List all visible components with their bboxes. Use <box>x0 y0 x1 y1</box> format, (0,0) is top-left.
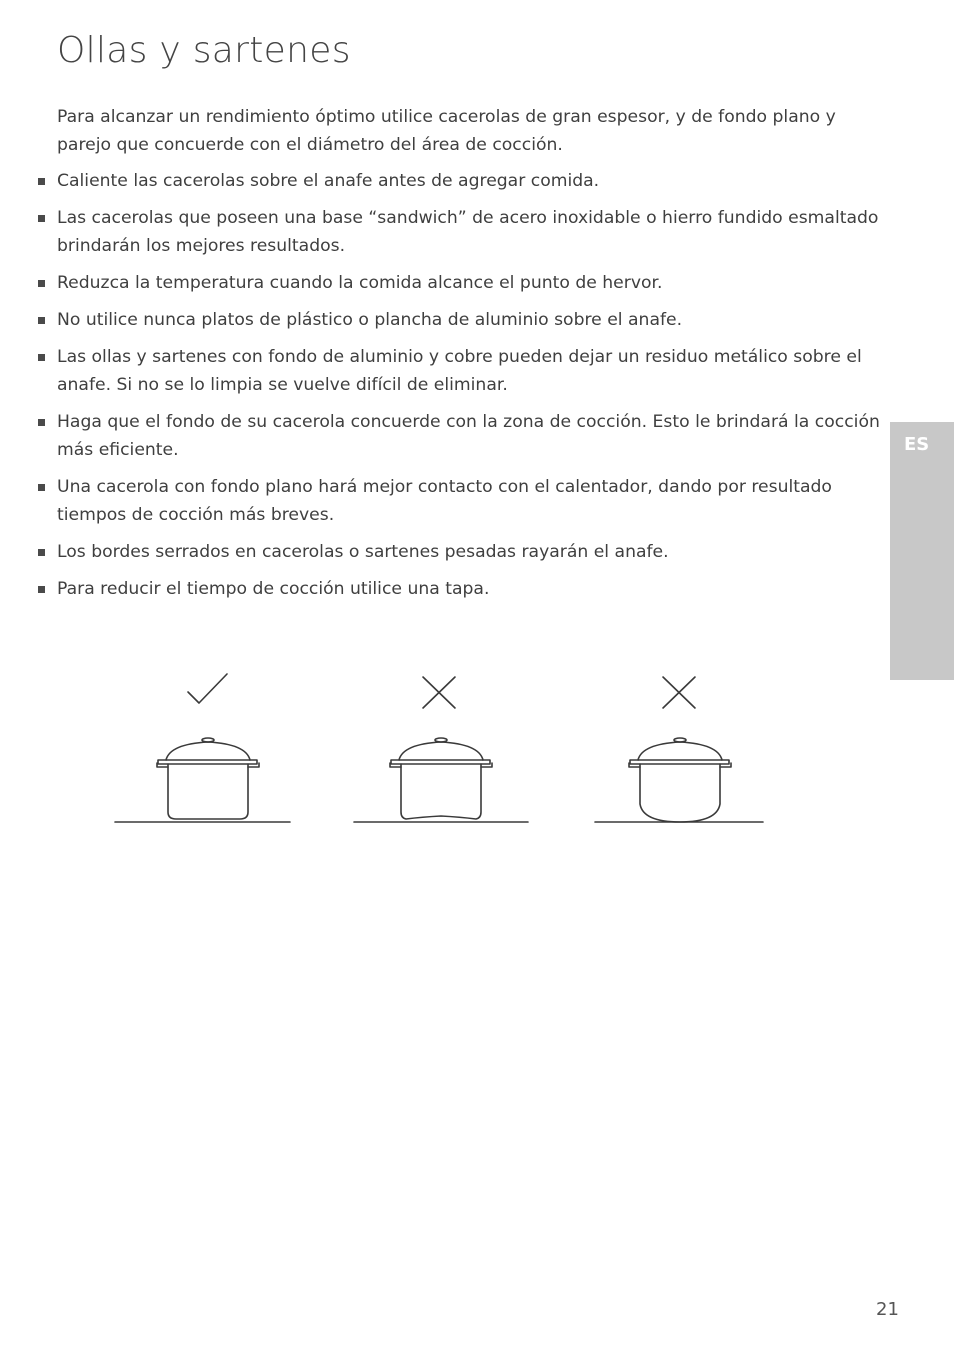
square-bullet-icon <box>38 317 45 324</box>
list-item <box>0 269 887 297</box>
list-item <box>0 343 887 399</box>
square-bullet-icon <box>38 280 45 287</box>
list-item <box>0 204 887 260</box>
list-item-text: No utilice nunca platos de plástico o plancha de aluminio sobre el anafe. <box>57 310 683 330</box>
language-tab-label: ES <box>904 434 930 455</box>
square-bullet-icon <box>38 419 45 426</box>
list-item <box>0 473 887 529</box>
cross-icon <box>663 677 695 708</box>
list-item-text: Caliente las cacerolas sobre el anafe antes de agregar comida. <box>57 171 600 191</box>
list-item-text: Para reducir el tiempo de cocción utilice una tapa. <box>57 579 490 599</box>
list-item <box>0 538 887 566</box>
correct-pot-panel <box>115 674 290 822</box>
square-bullet-icon <box>38 549 45 556</box>
list-item <box>0 167 887 195</box>
warped-pot-panel <box>354 677 528 822</box>
list-item <box>0 306 887 334</box>
list-item-text: Los bordes serrados en cacerolas o sartenes pesadas rayarán el anafe. <box>57 542 669 562</box>
rounded-bottom-pot <box>595 738 763 822</box>
list-item-text: Haga que el fondo de su cacerola concuerde con la zona de cocción. Esto le brindará la cocción más eficiente. <box>57 412 880 460</box>
rounded-pot-panel <box>595 677 763 822</box>
language-tab <box>890 422 954 680</box>
page-number: 21 <box>876 1299 899 1320</box>
list-item-text: Una cacerola con fondo plano hará mejor contacto con el calentador, dando por resultado tiempos de cocción más breves. <box>57 477 832 525</box>
pot-illustration <box>110 668 780 838</box>
warped-bottom-pot <box>354 738 528 822</box>
square-bullet-icon <box>38 586 45 593</box>
tips-list <box>0 167 890 612</box>
square-bullet-icon <box>38 178 45 185</box>
list-item <box>0 575 887 603</box>
cross-icon <box>423 677 455 708</box>
intro-paragraph: Para alcanzar un rendimiento óptimo utilice cacerolas de gran espesor, y de fondo plano y parejo que concuerde con el diámetro del área de cocción. <box>57 107 836 155</box>
list-item-text: Las cacerolas que poseen una base “sandwich” de acero inoxidable o hierro fundido esmaltado brindarán los mejores resultados. <box>57 208 879 256</box>
square-bullet-icon <box>38 484 45 491</box>
check-icon <box>188 674 227 703</box>
flat-bottom-pot <box>115 738 290 822</box>
list-item-text: Las ollas y sartenes con fondo de aluminio y cobre pueden dejar un residuo metálico sobre el anafe. Si no se lo limpia se vuelve difícil de eliminar. <box>57 347 862 395</box>
page-title: Ollas y sartenes <box>57 30 351 71</box>
square-bullet-icon <box>38 354 45 361</box>
list-item <box>0 408 887 464</box>
list-item-text: Reduzca la temperatura cuando la comida alcance el punto de hervor. <box>57 273 663 293</box>
square-bullet-icon <box>38 215 45 222</box>
